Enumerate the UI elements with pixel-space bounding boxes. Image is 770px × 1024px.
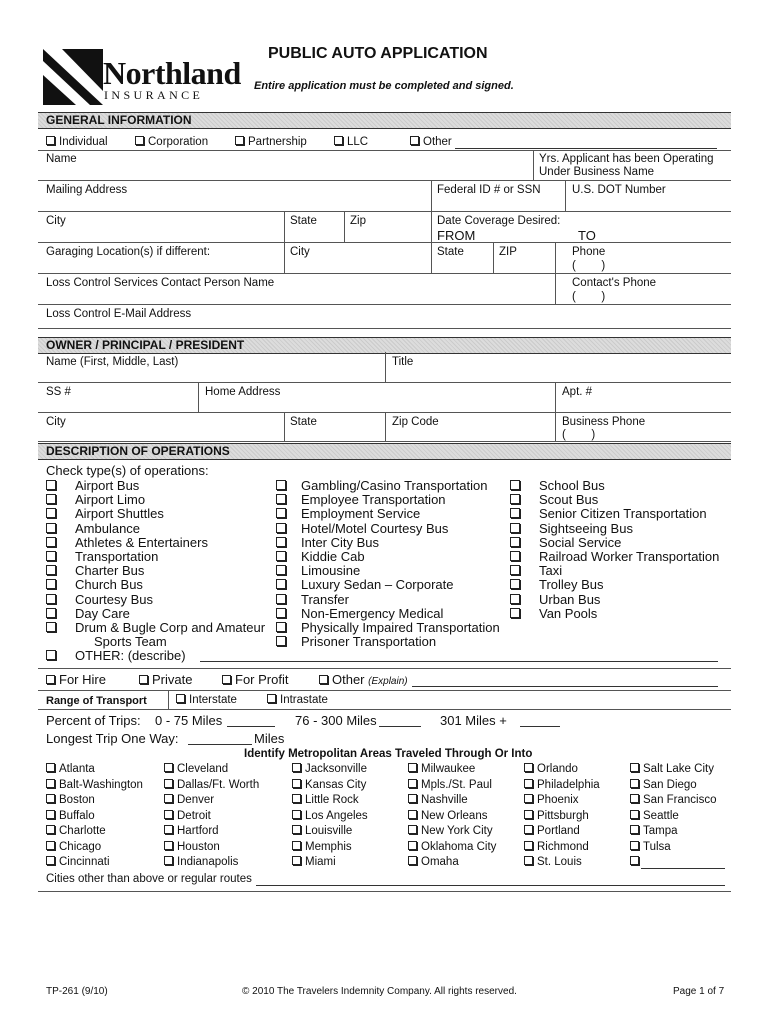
ops-item-label: Taxi — [539, 563, 563, 579]
checkbox-metro-2-4[interactable] — [292, 825, 352, 838]
checkbox-metro-1-6[interactable] — [164, 856, 238, 869]
checkbox-for-hire[interactable]: For Hire — [46, 672, 106, 687]
checkbox-metro-0-6[interactable] — [46, 856, 110, 869]
form-subtitle: Entire application must be completed and signed. — [254, 80, 514, 92]
label-owner-title: Title — [392, 356, 414, 368]
metro-label: New York City — [421, 825, 493, 837]
other-entity-line[interactable] — [455, 148, 717, 149]
checkbox-for-profit[interactable]: For Profit — [222, 672, 288, 687]
label-range-of-transport: Range of Transport — [46, 695, 147, 707]
ops-item-label: Senior Citizen Transportation — [539, 506, 707, 522]
checkbox-individual[interactable]: Individual — [46, 136, 108, 149]
label-garaging-state: State — [437, 246, 464, 258]
checkbox-intrastate[interactable]: Intrastate — [267, 694, 328, 707]
ops-item-label: Kiddie Cab — [301, 549, 365, 564]
ops-item-label: Ambulance — [75, 520, 141, 536]
checkbox-ops-col3-0[interactable] — [510, 478, 605, 493]
checkbox-ops-col3-6[interactable] — [510, 563, 562, 578]
metro-label: Orlando — [537, 763, 578, 775]
checkbox-metro-5-3[interactable] — [630, 810, 679, 823]
label-dot-number: U.S. DOT Number — [572, 184, 666, 196]
ops-item-sports-team: Sports Team — [94, 634, 167, 649]
checkbox-metro-2-2[interactable] — [292, 794, 359, 807]
metro-label: Cleveland — [177, 763, 229, 775]
checkbox-ops-col2-3[interactable] — [276, 521, 448, 536]
business-phone-area-code[interactable]: ( ) — [562, 429, 596, 441]
label-0-75-miles: 0 - 75 Miles — [155, 713, 223, 728]
label-federal-id: Federal ID # or SSN — [437, 184, 541, 196]
metro-label: Oklahoma City — [421, 840, 497, 853]
metro-label: Chicago — [59, 840, 102, 853]
ops-item-label: Airport Bus — [75, 478, 140, 493]
checkbox-metro-4-4[interactable] — [524, 825, 580, 838]
label-zip: Zip — [350, 215, 366, 227]
checkbox-metro-3-3[interactable] — [408, 810, 487, 823]
checkbox-corporation[interactable]: Corporation — [135, 136, 208, 149]
checkbox-metro-2-1[interactable] — [292, 779, 366, 792]
metro-label: Milwaukee — [421, 763, 476, 775]
metro-label: Philadelphia — [537, 778, 600, 791]
checkbox-metro-0-4[interactable] — [46, 825, 106, 838]
operations-header: DESCRIPTION OF OPERATIONS — [38, 443, 731, 460]
checkbox-ops-col2-0[interactable] — [276, 478, 487, 493]
form-title: PUBLIC AUTO APPLICATION — [268, 45, 488, 62]
ops-item-label: Luxury Sedan – Corporate — [301, 577, 454, 593]
ops-item-label: Drum & Bugle Corp and Amateur — [75, 620, 266, 635]
checkbox-metro-1-3[interactable] — [164, 810, 211, 823]
metro-label: Tampa — [643, 825, 678, 837]
hire-other-explain-line[interactable] — [412, 686, 718, 687]
checkbox-ops-col3-2[interactable] — [510, 506, 707, 521]
label-garaging-city: City — [290, 246, 310, 258]
checkbox-metro-2-5[interactable] — [292, 841, 352, 854]
checkbox-llc[interactable]: LLC — [334, 136, 368, 149]
metro-label: New Orleans — [421, 809, 488, 822]
ops-item-label: Employee Transportation — [301, 492, 446, 508]
ops-item-label: Charter Bus — [75, 563, 145, 579]
metro-label: Jacksonville — [305, 763, 367, 775]
label-name: Name — [46, 153, 77, 165]
metro-label: Phoenix — [537, 794, 579, 806]
ops-item-label: Airport Limo — [75, 492, 146, 508]
metro-label: Mpls./St. Paul — [421, 778, 492, 791]
metro-label: Pittsburgh — [537, 809, 589, 822]
label-percent-trips: Percent of Trips: — [46, 713, 141, 728]
logo-wordmark: Northland — [103, 55, 241, 91]
label-mailing-address: Mailing Address — [46, 184, 128, 196]
ops-item-label: Athletes & Entertainers — [75, 534, 208, 550]
label-city: City — [46, 215, 66, 227]
metro-label: Atlanta — [59, 763, 95, 775]
checkbox-metro-2-0[interactable] — [292, 763, 367, 776]
label-phone: Phone — [572, 246, 606, 258]
checkbox-hire-other[interactable]: Other (Explain) — [319, 672, 408, 689]
metro-label: Louisville — [305, 825, 353, 837]
metro-label: Balt-Washington — [59, 778, 143, 791]
footer-copyright: © 2010 The Travelers Indemnity Company. All rights reserved. — [242, 986, 517, 997]
label-check-operations: Check type(s) of operations: — [46, 463, 209, 478]
metro-label: Charlotte — [59, 825, 106, 837]
checkbox-metro-1-2[interactable] — [164, 794, 214, 807]
label-owner-state: State — [290, 416, 317, 428]
ops-other-line[interactable] — [200, 661, 718, 662]
metro-label: Indianapolis — [177, 856, 239, 868]
metro-label: Buffalo — [59, 809, 95, 822]
label-to: TO — [578, 228, 596, 243]
checkbox-metro-1-1[interactable] — [164, 779, 259, 792]
checkbox-ops-col1-7[interactable] — [46, 577, 143, 592]
ops-item-label: Physically Impaired Transportation — [301, 620, 500, 635]
checkbox-metro-2-3[interactable] — [292, 810, 368, 823]
ops-item-label: Trolley Bus — [539, 577, 604, 593]
checkbox-ops-col3-5[interactable] — [510, 549, 719, 564]
metro-label: Salt Lake City — [643, 763, 714, 775]
metro-label: Nashville — [421, 794, 468, 806]
footer-page-number: Page 1 of 7 — [673, 986, 725, 997]
metro-label: Dallas/Ft. Worth — [177, 778, 260, 791]
checkbox-ops-col3-7[interactable] — [510, 577, 604, 592]
checkbox-metro-3-1[interactable] — [408, 779, 492, 792]
ops-item-label: Church Bus — [75, 577, 143, 593]
checkbox-ops-col2-10[interactable] — [276, 620, 500, 635]
general-info-header: GENERAL INFORMATION — [38, 112, 731, 129]
checkbox-metro-5-2[interactable] — [630, 794, 717, 807]
ops-item-label: Gambling/Casino Transportation — [301, 478, 488, 493]
checkbox-ops-col1-6[interactable] — [46, 563, 144, 578]
metro-other-line[interactable] — [641, 868, 725, 869]
checkbox-metro-4-0[interactable] — [524, 763, 578, 776]
metro-label: Hartford — [177, 825, 219, 837]
checkbox-ops-col2-2[interactable] — [276, 506, 420, 521]
ops-item-label: Van Pools — [539, 605, 598, 621]
checkbox-metro-4-1[interactable] — [524, 779, 600, 792]
label-home-address: Home Address — [205, 386, 281, 398]
checkbox-ops-other[interactable]: OTHER: (describe) — [46, 648, 186, 663]
label-contact-phone: Contact's Phone — [572, 277, 657, 289]
metro-label: Omaha — [421, 856, 459, 868]
contact-phone-area-code[interactable]: ( ) — [572, 291, 606, 303]
footer-form-number: TP-261 (9/10) — [46, 986, 108, 997]
phone-area-code[interactable]: ( ) — [572, 260, 606, 272]
ops-item-label: Railroad Worker Transportation — [539, 549, 720, 564]
metro-label: Portland — [537, 825, 580, 837]
checkbox-metro-4-6[interactable] — [524, 856, 582, 869]
checkbox-partnership[interactable]: Partnership — [235, 136, 307, 149]
checkbox-ops-col1-8[interactable] — [46, 592, 153, 607]
checkbox-ops-col2-7[interactable] — [276, 577, 453, 592]
label-ss: SS # — [46, 386, 71, 398]
metro-label: Seattle — [643, 809, 679, 822]
ops-item-label: Limousine — [301, 563, 361, 579]
checkbox-metro-5-4[interactable] — [630, 825, 678, 838]
ops-item-label: Scout Bus — [539, 492, 599, 508]
metro-label: Los Angeles — [305, 809, 368, 822]
metro-label: Kansas City — [305, 778, 367, 791]
checkbox-ops-col2-9[interactable] — [276, 606, 443, 621]
ops-item-label: Sightseeing Bus — [539, 520, 633, 536]
ops-item-label: Social Service — [539, 534, 622, 550]
checkbox-ops-col2-5[interactable] — [276, 549, 365, 564]
checkbox-metro-0-5[interactable] — [46, 841, 101, 854]
checkbox-ops-col3-1[interactable] — [510, 492, 598, 507]
checkbox-ops-col2-6[interactable] — [276, 563, 360, 578]
metro-label: Tulsa — [643, 840, 671, 853]
label-76-300-miles: 76 - 300 Miles — [295, 713, 377, 728]
label-from: FROM — [437, 228, 476, 243]
label-yrs-operating: Yrs. Applicant has been Operating — [539, 153, 714, 165]
checkbox-metro-5-1[interactable] — [630, 779, 697, 792]
label-garaging-zip: ZIP — [499, 246, 517, 258]
label-apt: Apt. # — [562, 386, 593, 398]
ops-item-label: School Bus — [539, 478, 605, 493]
ops-item-label: Airport Shuttles — [75, 506, 164, 522]
checkbox-metro-0-0[interactable] — [46, 763, 95, 776]
label-coverage-date: Date Coverage Desired: — [437, 215, 561, 227]
ops-item-label: Inter City Bus — [301, 534, 380, 550]
checkbox-metro-3-5[interactable] — [408, 841, 496, 854]
label-owner-name: Name (First, Middle, Last) — [46, 356, 179, 368]
checkbox-ops-col2-11[interactable] — [276, 634, 436, 649]
metro-label: Little Rock — [305, 794, 359, 806]
metro-label: Detroit — [177, 809, 211, 822]
ops-item-label: Courtesy Bus — [75, 591, 154, 607]
metro-heading: Identify Metropolitan Areas Traveled Through Or Into — [244, 748, 533, 760]
checkbox-other[interactable]: Other — [410, 136, 452, 149]
checkbox-metro-1-5[interactable] — [164, 841, 220, 854]
logo-subtext: INSURANCE — [104, 88, 204, 102]
label-miles: Miles — [254, 731, 285, 746]
label-state: State — [290, 215, 317, 227]
checkbox-metro-3-0[interactable] — [408, 763, 475, 776]
label-yrs-operating-2: Under Business Name — [539, 166, 655, 178]
checkbox-metro-4-3[interactable] — [524, 810, 589, 823]
label-loss-control-email: Loss Control E-Mail Address — [46, 308, 192, 320]
metro-label: San Diego — [643, 778, 697, 791]
checkbox-ops-col2-8[interactable] — [276, 592, 349, 607]
ops-item-label: Transfer — [301, 591, 349, 607]
checkbox-ops-col1-0[interactable] — [46, 478, 139, 493]
checkbox-ops-col1-2[interactable] — [46, 506, 164, 521]
checkbox-ops-col1-9[interactable] — [46, 606, 130, 621]
metro-label: Richmond — [537, 840, 589, 853]
input-301-miles[interactable] — [520, 726, 560, 727]
checkbox-metro-0-2[interactable] — [46, 794, 95, 807]
checkbox-ops-col1-3[interactable] — [46, 521, 140, 536]
checkbox-ops-col1-1[interactable] — [46, 492, 145, 507]
label-owner-city: City — [46, 416, 66, 428]
checkbox-ops-col3-4[interactable] — [510, 535, 621, 550]
checkbox-metro-0-3[interactable] — [46, 810, 95, 823]
ops-item-label: Hotel/Motel Courtesy Bus — [301, 520, 449, 536]
checkbox-metro-1-4[interactable] — [164, 825, 219, 838]
checkbox-private[interactable]: Private — [139, 672, 192, 687]
checkbox-ops-col3-3[interactable] — [510, 521, 633, 536]
checkbox-metro-5-0[interactable] — [630, 763, 714, 776]
label-owner-zip: Zip Code — [392, 416, 439, 428]
label-loss-control-contact: Loss Control Services Contact Person Name — [46, 277, 275, 289]
checkbox-metro-3-6[interactable] — [408, 856, 459, 869]
input-0-75-miles[interactable] — [227, 726, 275, 727]
checkbox-ops-col1-4[interactable] — [46, 535, 208, 550]
metro-label: Cincinnati — [59, 856, 110, 868]
checkbox-metro-1-0[interactable] — [164, 763, 228, 776]
label-business-phone: Business Phone — [562, 416, 646, 428]
metro-label: Houston — [177, 840, 220, 853]
ops-item-label: Urban Bus — [539, 591, 601, 607]
metro-label: Memphis — [305, 840, 352, 853]
checkbox-metro-3-4[interactable] — [408, 825, 493, 838]
metro-label: Denver — [177, 794, 215, 806]
checkbox-interstate[interactable]: Interstate — [176, 694, 237, 707]
checkbox-ops-col1-5[interactable] — [46, 549, 158, 564]
owner-header: OWNER / PRINCIPAL / PRESIDENT — [38, 337, 731, 354]
checkbox-ops-col3-8[interactable] — [510, 592, 600, 607]
label-garaging: Garaging Location(s) if different: — [46, 246, 211, 258]
checkbox-metro-3-2[interactable] — [408, 794, 468, 807]
label-longest-trip: Longest Trip One Way: — [46, 731, 179, 746]
cities-other-line[interactable] — [256, 885, 725, 886]
checkbox-metro-0-1[interactable] — [46, 779, 143, 792]
checkbox-metro-2-6[interactable] — [292, 856, 336, 869]
metro-label: St. Louis — [537, 856, 582, 868]
checkbox-ops-col2-4[interactable] — [276, 535, 379, 550]
checkbox-ops-col2-1[interactable] — [276, 492, 446, 507]
checkbox-metro-5-5[interactable] — [630, 841, 671, 854]
input-76-300-miles[interactable] — [379, 726, 421, 727]
checkbox-metro-4-5[interactable] — [524, 841, 589, 854]
checkbox-ops-col1-10[interactable] — [46, 620, 265, 635]
input-longest-trip[interactable] — [188, 744, 252, 745]
checkbox-metro-4-2[interactable] — [524, 794, 579, 807]
ops-item-label: Transportation — [75, 549, 159, 564]
checkbox-ops-col3-9[interactable] — [510, 606, 597, 621]
ops-item-label: Day Care — [75, 605, 130, 621]
label-301-miles: 301 Miles + — [440, 713, 507, 728]
metro-label: Boston — [59, 794, 95, 806]
ops-item-label: Prisoner Transportation — [301, 634, 437, 650]
ops-item-label: Non-Emergency Medical — [301, 605, 444, 621]
ops-item-label: Employment Service — [301, 506, 421, 522]
metro-label: Miami — [305, 856, 336, 868]
label-cities-other: Cities other than above or regular routes — [46, 873, 252, 885]
metro-label: San Francisco — [643, 794, 717, 806]
